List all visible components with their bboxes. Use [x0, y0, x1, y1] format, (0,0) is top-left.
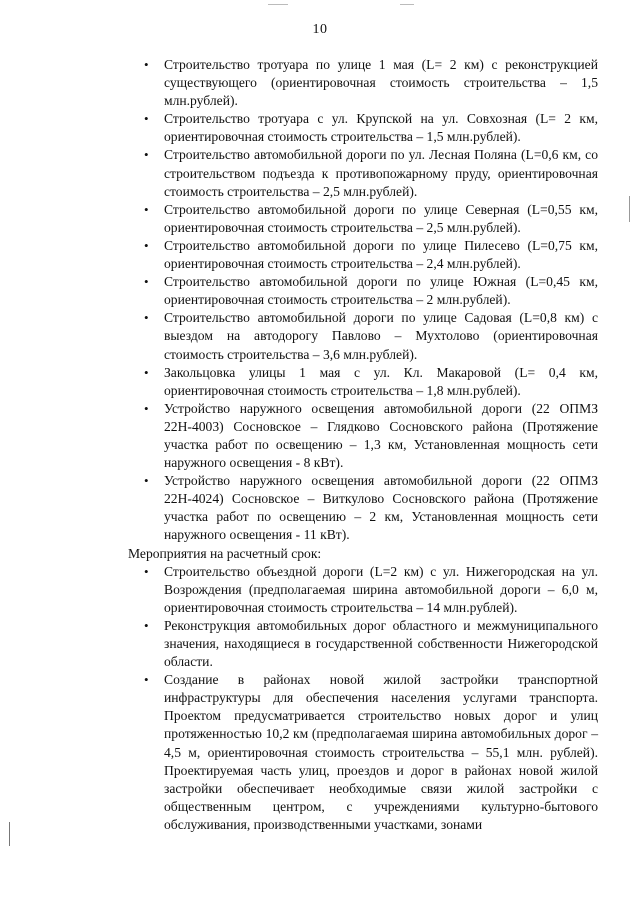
list-item-text: Строительство автомобильной дороги по улице Южная (L=0,45 км, ориентировочная стоимость строительства – 2 млн.рублей).	[164, 274, 598, 308]
bullet-icon: •	[144, 473, 149, 489]
list-item-text: Строительство автомобильной дороги по улице Северная (L=0,55 км, ориентировочная стоимость строительства – 2,5 млн.рублей).	[164, 201, 598, 235]
list-item	[128, 472, 598, 544]
list-item-text: Строительство автомобильной дороги по ул. Лесная Поляна (L=0,6 км, со строительством подъезда к противопожарному пруду, ориентировочная стоимость строительства – 2,5 млн.рублей).	[164, 147, 598, 199]
list-item	[128, 364, 598, 400]
bullet-list-current	[128, 56, 598, 545]
list-item-text: Закольцовка улицы 1 мая с ул. Кл. Макаровой (L= 0,4 км, ориентировочная стоимость строительства – 1,8 млн.рублей).	[164, 364, 598, 398]
scan-mark-right	[629, 196, 630, 222]
list-item	[128, 201, 598, 237]
bullet-icon: •	[144, 57, 149, 72]
list-item	[128, 617, 598, 671]
page-number: 10	[312, 22, 328, 37]
bullet-icon: •	[144, 237, 149, 253]
bullet-icon: •	[144, 111, 149, 127]
bullet-icon: •	[144, 147, 149, 163]
list-item-text: Строительство тротуара с ул. Крупской на ул. Совхозная (L= 2 км, ориентировочная стоимость строительства – 1,5 млн.рублей).	[164, 111, 598, 145]
list-item-text: Реконструкция автомобильных дорог областного и межмуниципального значения, находящиеся в государственной собственности Нижегородской области.	[164, 617, 598, 670]
list-item	[128, 237, 598, 273]
bullet-icon: •	[144, 563, 149, 579]
scan-mark-left	[9, 822, 10, 846]
list-item-text: Устройство наружного освещения автомобильной дороги (22 ОПМЗ 22Н-4003) Сосновское – Глядково Сосновского района (Протяжение участка работ по освещению – 1,3 км, Установленная мощность сети наружного освещения - 8 кВт).	[164, 400, 598, 471]
list-item-text: Строительство автомобильной дороги по улице Пилесево (L=0,75 км, ориентировочная стоимость строительства – 2,4 млн.рублей).	[164, 237, 598, 272]
bullet-icon: •	[144, 672, 149, 688]
list-item-text: Строительство тротуара по улице 1 мая (L= 2 км) с реконструкцией существующего (ориентировочная стоимость строительства – 1,5 млн.рублей).	[164, 57, 598, 109]
list-item-text: Строительство объездной дороги (L=2 км) с ул. Нижегородская на ул. Возрождения (предполагаемая ширина автомобильной дороги – 6,0 м, ориентировочная стоимость строительства – 14 млн.рублей).	[164, 563, 598, 615]
bullet-icon: •	[144, 400, 149, 416]
list-item	[128, 146, 598, 200]
bullet-icon: •	[144, 310, 149, 326]
list-item	[128, 56, 598, 110]
list-item	[128, 671, 598, 834]
list-item-text: Устройство наружного освещения автомобильной дороги (22 ОПМЗ 22Н-4024) Сосновское – Виткулово Сосновского района (Протяжение участка работ по освещению – 2 км, Установленная мощность сети наружного освещения - 11 кВт).	[164, 473, 598, 543]
bullet-icon: •	[144, 617, 149, 633]
bullet-icon: •	[144, 364, 149, 380]
list-item-text: Создание в районах новой жилой застройки транспортной инфраструктуры для обеспечения населения услугами транспорта. Проектом предусматривается строительство новых дорог и улиц протяженностью 10,2 км (предполагаемая ширина автомобильных дорог – 4,5 м, ориентировочная стоимость строительства – 55,1 млн. рублей). Проектируемая часть улиц, проездов и дорог в районах новой жилой застройки обеспечивает необходимые связи жилой застройки с общественным центром, с учреждениями культурно-бытового обслуживания, производственными участками, зонами	[164, 672, 598, 832]
list-item	[128, 110, 598, 146]
bullet-icon: •	[144, 201, 149, 217]
list-item	[128, 400, 598, 472]
bullet-list-long-term	[128, 563, 598, 834]
list-item	[128, 563, 598, 617]
scan-mark-top	[268, 4, 288, 5]
list-item	[128, 273, 598, 309]
section-heading: Мероприятия на расчетный срок:	[128, 545, 322, 561]
list-item	[128, 309, 598, 363]
list-item-text: Строительство автомобильной дороги по улице Садовая (L=0,8 км) с выездом на автодорогу Павлово – Мухтолово (ориентировочная стоимость строительства – 3,6 млн.рублей).	[164, 310, 598, 362]
scan-mark-top-right	[400, 4, 414, 5]
bullet-icon: •	[144, 274, 149, 290]
document-body	[128, 56, 598, 834]
